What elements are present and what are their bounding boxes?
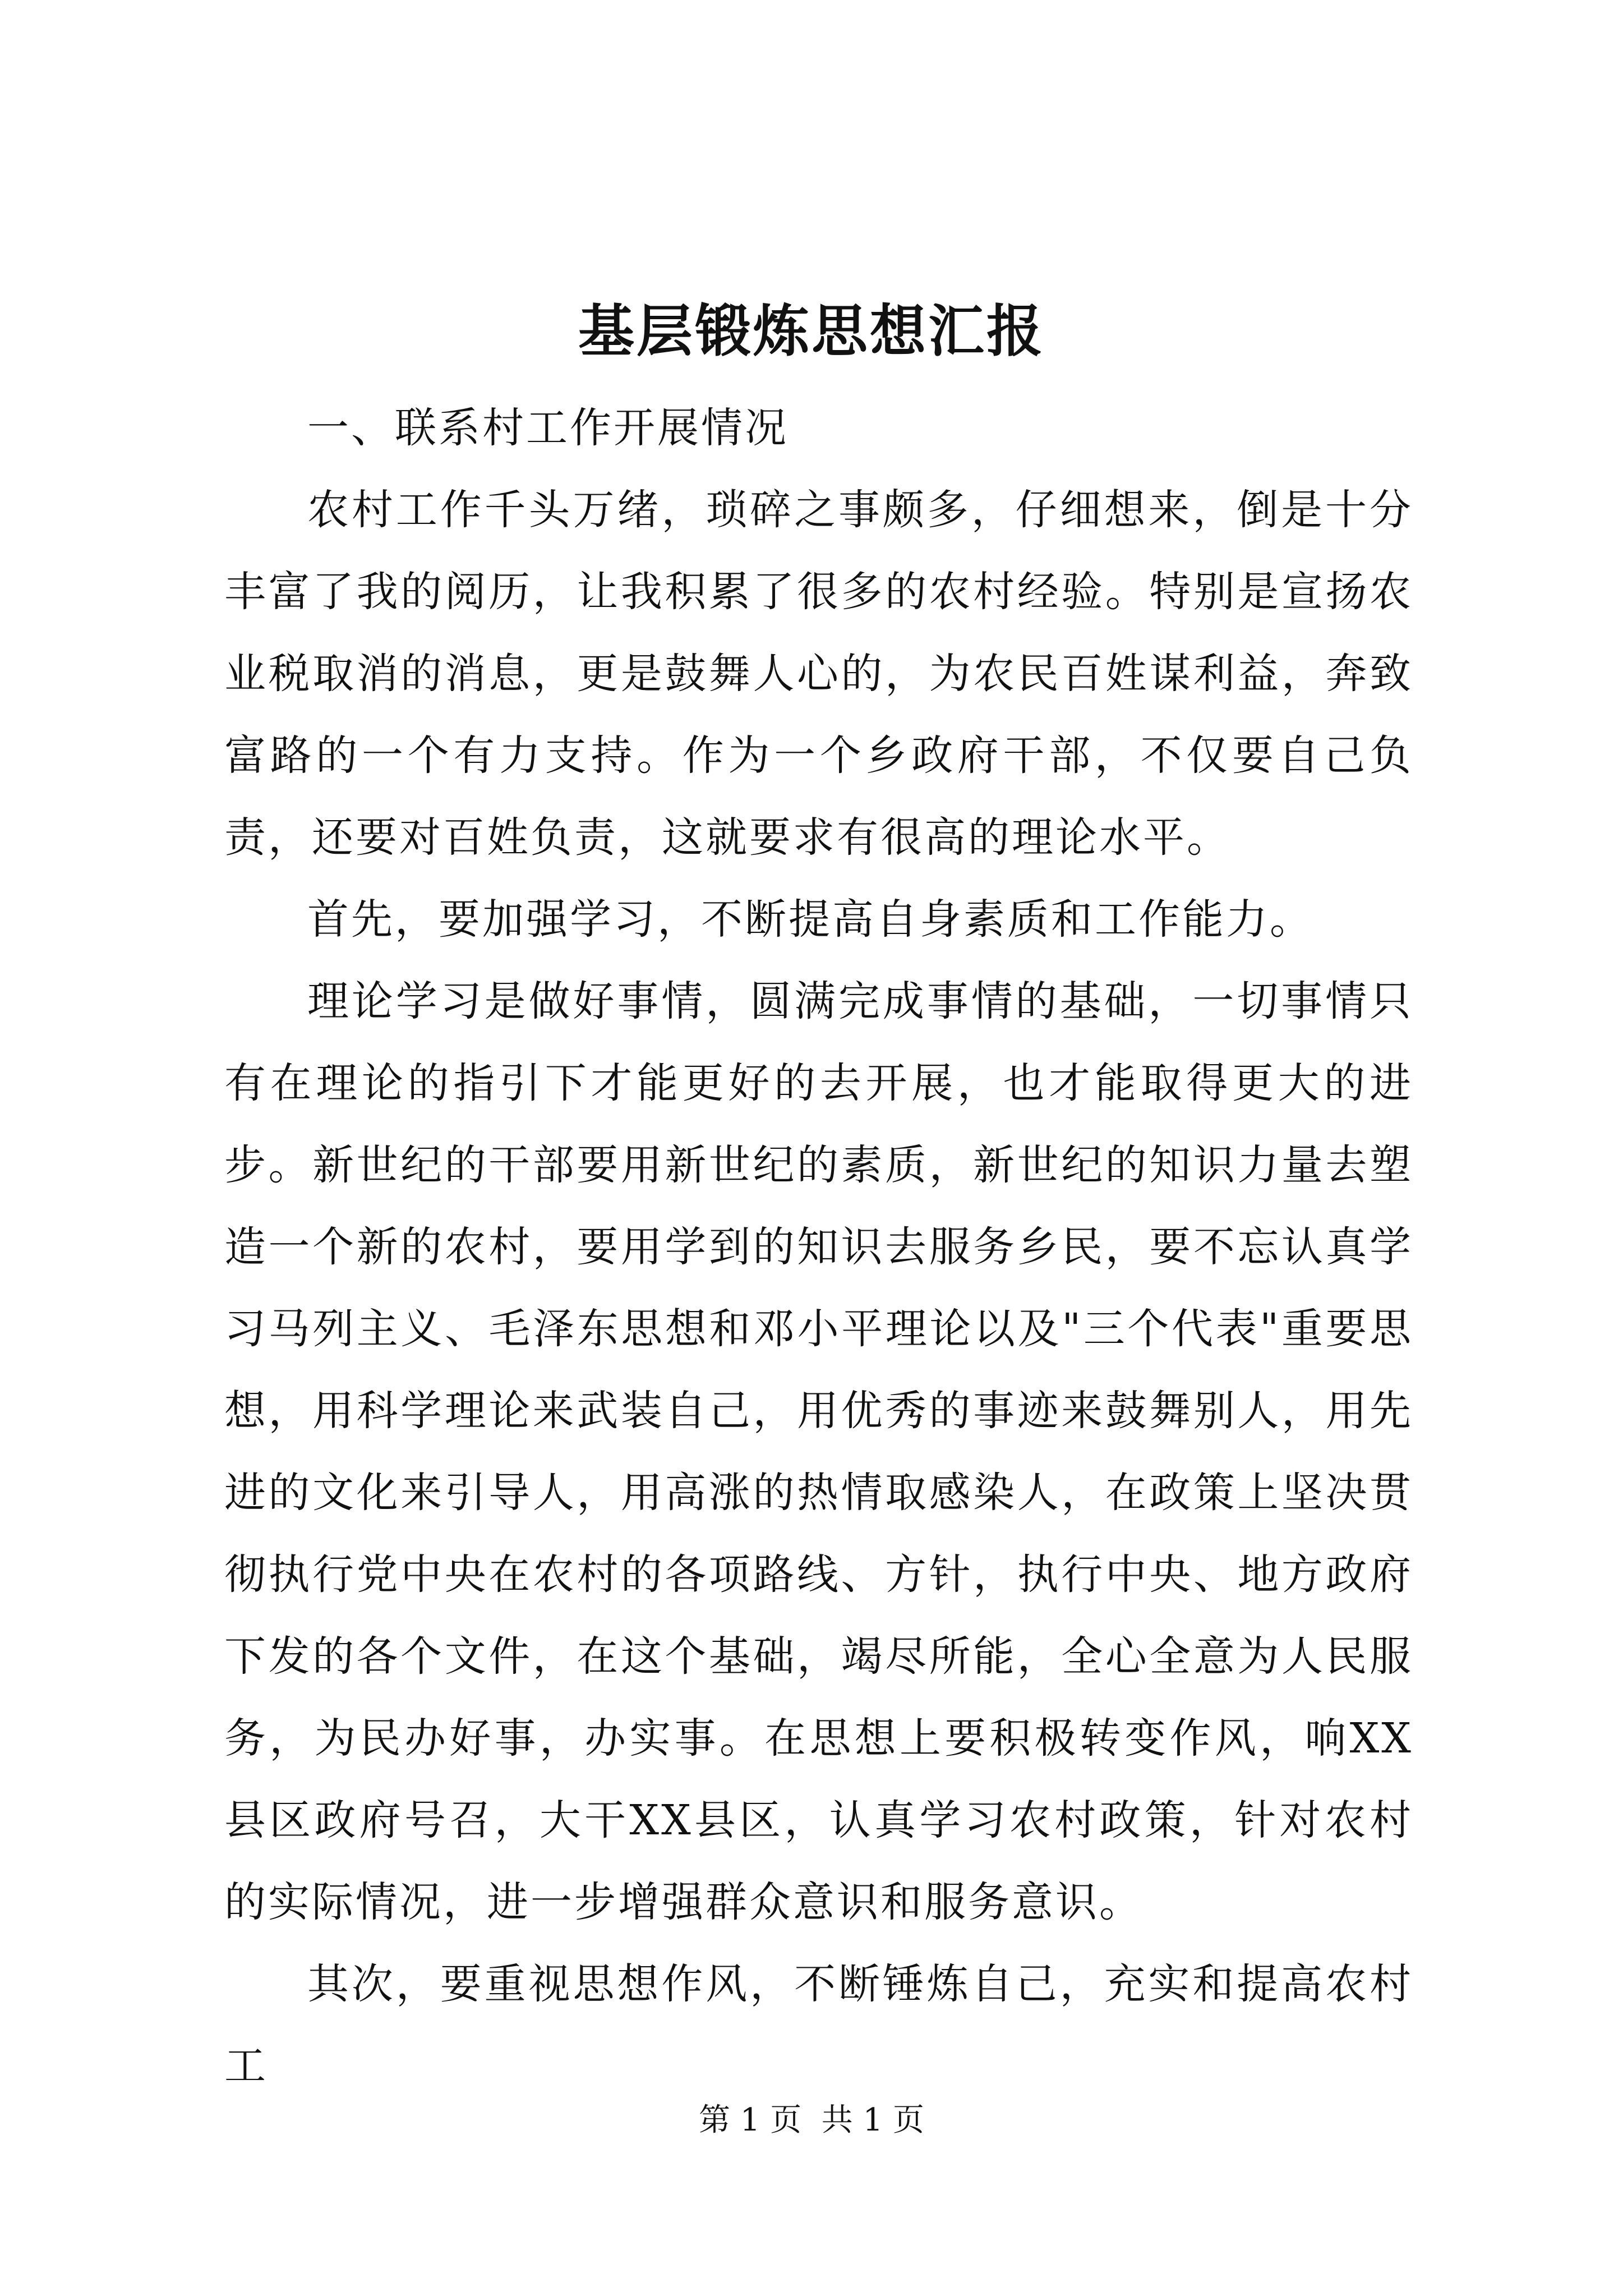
paragraph: 首先，要加强学习，不断提高自身素质和工作能力。	[307, 895, 1313, 944]
document-body	[224, 387, 1413, 2107]
paragraph: 其次，要重视思想作风，不断锤炼自己，充实和提高农村工	[224, 1960, 1413, 2090]
paragraph: 农村工作千头万绪，琐碎之事颇多，仔细想来，倒是十分丰富了我的阅历，让我积累了很多的农村经验。特别是宣扬农业税取消的消息，更是鼓舞人心的，为农民百姓谋利益，奔致富路的一个有力支持。作为一个乡政府干部，不仅要自己负责，还要对百姓负责，这就要求有很高的理论水平。	[224, 486, 1413, 862]
document-title: 基层锻炼思想汇报	[578, 298, 1045, 364]
page-footer: 第 1 页 共 1 页	[698, 2102, 925, 2138]
section-heading: 一、联系村工作开展情况	[307, 404, 789, 452]
paragraph: 理论学习是做好事情，圆满完成事情的基础，一切事情只有在理论的指引下才能更好的去开展，也才能取得更大的进步。新世纪的干部要用新世纪的素质，新世纪的知识力量去塑造一个新的农村，要用学到的知识去服务乡民，要不忘认真学习马列主义、毛泽东思想和邓小平理论以及"三个代表"重要思想，用科学理论来武装自己，用优秀的事迹来鼓舞别人，用先进的文化来引导人，用高涨的热情取感染人，在政策上坚决贯彻执行党中央在农村的各项路线、方针，执行中央、地方政府下发的各个文件，在这个基础，竭尽所能，全心全意为人民服务，为民办好事，办实事。在思想上要积极转变作风，响XX县区政府号召，大干XX县区，认真学习农村政策，针对农村的实际情况，进一步增强群众意识和服务意识。	[224, 977, 1413, 1926]
